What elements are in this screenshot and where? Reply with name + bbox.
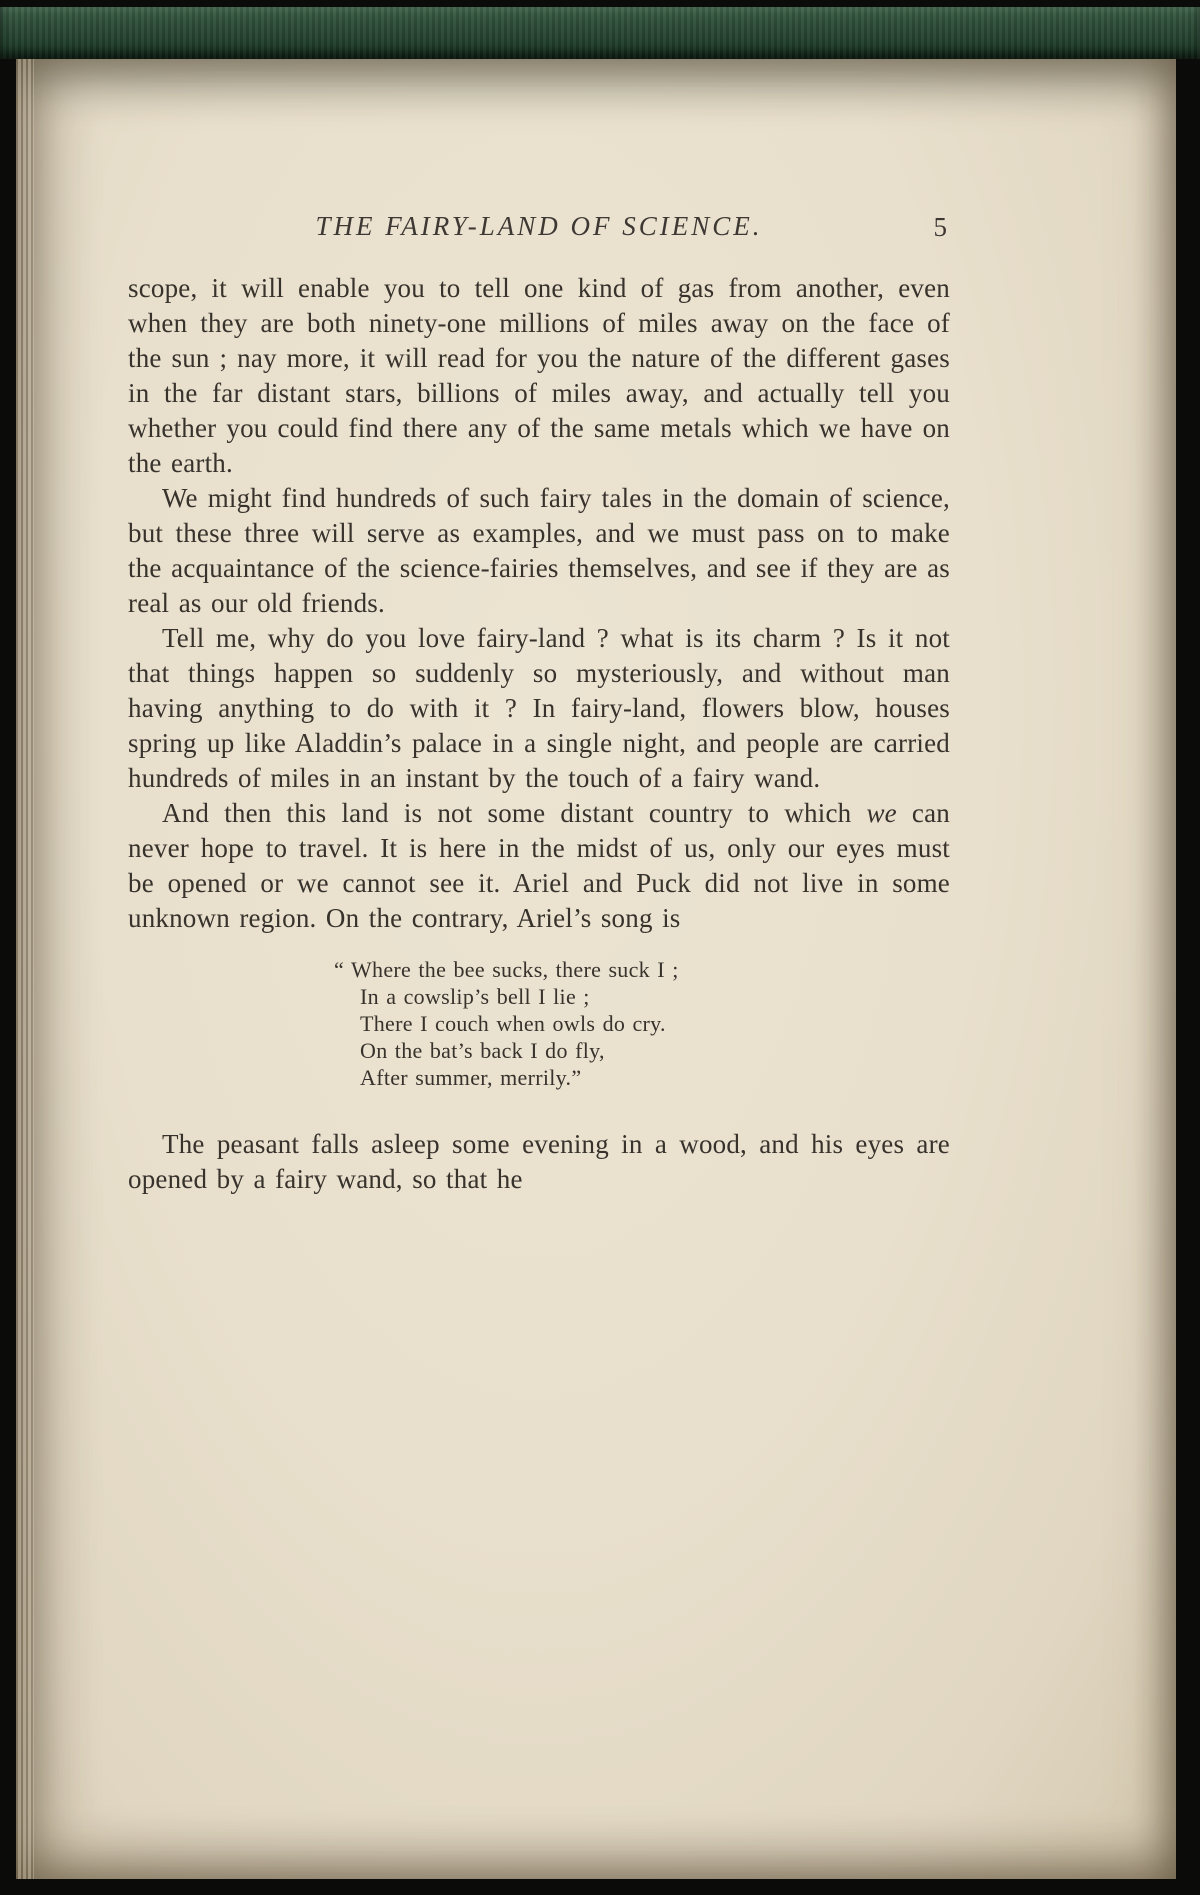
paragraph-fairy-tales: We might find hundreds of such fairy tales in the domain of science, but these three will serve as examples, and we must pass on to make the acquaintance of the science-fairies themselves, and see if they are as real as our old friends. [128, 483, 950, 618]
poem-line: There I couch when owls do cry. [360, 1011, 666, 1036]
running-title: THE FAIRY-LAND OF SCIENCE. [315, 211, 763, 241]
paragraph-text-post: can never hope to travel. It is here in the midst of us, only our eyes must be opened or we cannot see it. Ariel and Puck did not live in some unknown region. On the contrary, Ariel’s song is [128, 798, 951, 933]
paragraph-land-not-distant [128, 796, 950, 936]
paragraph-text-pre: And then this land is not some distant country to which [162, 798, 867, 828]
page-number: 5 [933, 212, 948, 242]
ariel-song-poem [334, 956, 950, 1091]
book-page [16, 59, 1176, 1879]
paragraph-continuation: scope, it will enable you to tell one kind of gas from another, even when they are both ninety-one millions of miles away on the face of the sun ; nay more, it will read for you the nature of the different gases in the far distant stars, billions of miles away, and actually tell you whether you could find there any of the same metals which we have on the earth. [128, 273, 950, 478]
poem-line: On the bat’s back I do fly, [360, 1038, 605, 1063]
poem-line: “ Where the bee sucks, there suck I ; [334, 957, 679, 982]
page-edges [16, 59, 34, 1879]
italic-word-we: we [866, 798, 897, 828]
book-cover-edge [0, 7, 1200, 59]
poem-line: After summer, merrily.” [360, 1065, 582, 1090]
paragraph-peasant: The peasant falls asleep some evening in a wood, and his eyes are opened by a fairy wand, so that he [128, 1129, 950, 1194]
paragraph-why-love-fairyland: Tell me, why do you love fairy-land ? what is its charm ? Is it not that things happen so suddenly so mysteriously, and without man having anything to do with it ? In fairy-land, flowers blow, houses spring up like Aladdin’s palace in a single night, and people are carried hundreds of miles in an instant by the touch of a fairy wand. [128, 623, 950, 793]
running-head [128, 211, 950, 247]
page-content [128, 211, 950, 1197]
poem-line: In a cowslip’s bell I lie ; [360, 984, 590, 1009]
